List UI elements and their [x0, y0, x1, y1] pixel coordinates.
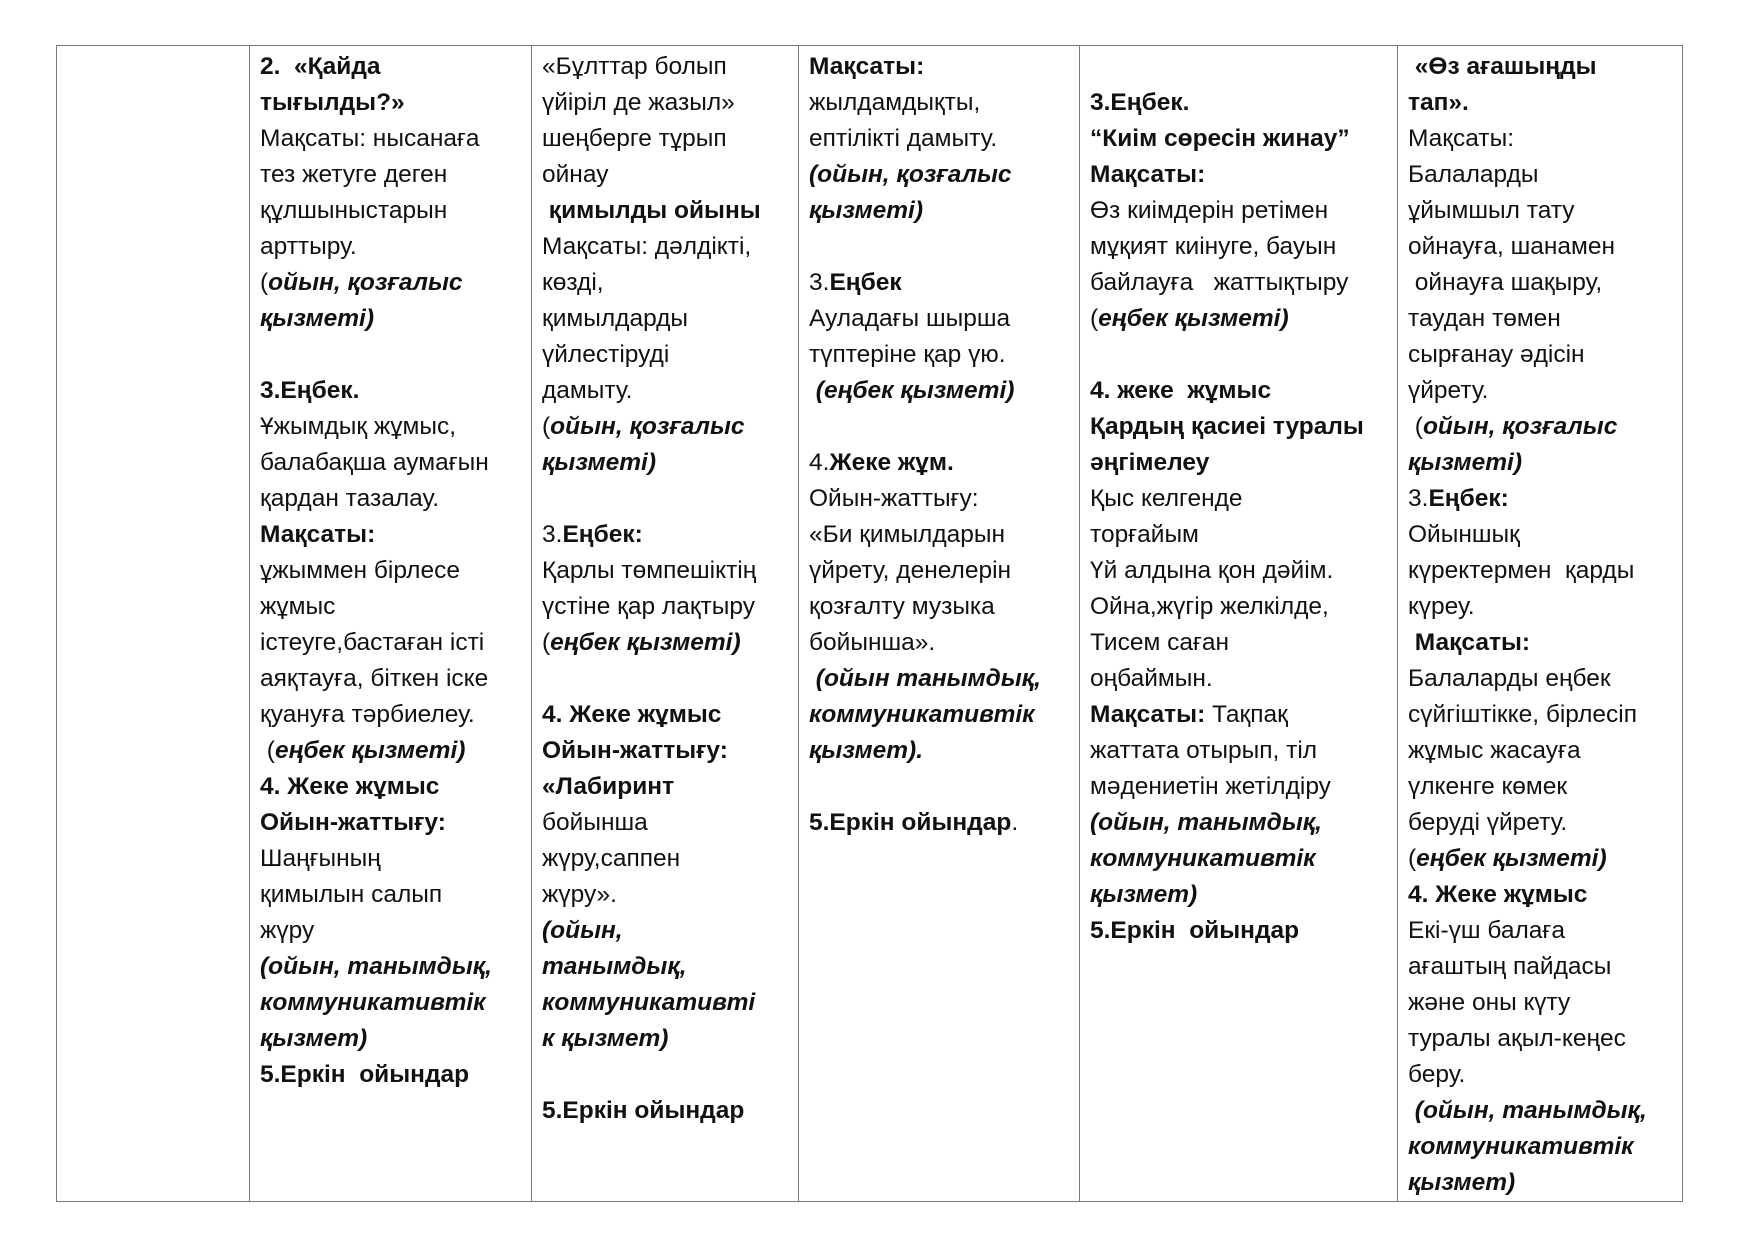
text-line: [809, 373, 1073, 409]
text-line: [260, 553, 525, 589]
text-run: қимылды ойыны: [542, 197, 761, 224]
text-run: қардан тазалау.: [260, 485, 440, 512]
text-run: Тисем саған: [1090, 629, 1230, 656]
text-line: [809, 733, 1073, 769]
text-run: оңбаймын.: [1090, 665, 1213, 692]
text-line: [542, 373, 792, 409]
text-line: [542, 229, 792, 265]
text-line: [542, 337, 792, 373]
text-line: [260, 157, 525, 193]
text-run: әңгімелеу: [1090, 449, 1210, 476]
text-line: [1090, 301, 1391, 337]
text-line: [260, 949, 525, 985]
text-line: [1090, 85, 1391, 121]
text-line: [542, 301, 792, 337]
text-run: Мақсаты: нысанаға: [260, 125, 480, 152]
text-run: коммуникативтік: [1090, 845, 1316, 872]
text-line: [1090, 841, 1391, 877]
text-run: үйрету, денелерін: [809, 557, 1012, 584]
text-run: және оны күту: [1408, 989, 1571, 1016]
text-run: 5.Еркін ойындар: [1090, 917, 1300, 944]
text-line: [1090, 229, 1391, 265]
text-run: қызметі): [542, 449, 657, 476]
text-run: жұмыс жасауға: [1408, 737, 1581, 764]
text-run: (: [260, 737, 275, 764]
text-line: [542, 769, 792, 805]
text-line: [1408, 409, 1676, 445]
text-line: [260, 85, 525, 121]
text-line: [1090, 481, 1391, 517]
text-line: [809, 769, 1073, 805]
text-run: аяқтауға, біткен іске: [260, 665, 489, 692]
text-run: қозғалту музыка: [809, 593, 995, 620]
text-line: [260, 409, 525, 445]
text-run: үйрету.: [1408, 377, 1489, 404]
text-line: [542, 121, 792, 157]
text-run: ойын, қозғалыс: [268, 269, 463, 296]
text-run: (: [1408, 845, 1417, 872]
text-line: [1408, 265, 1676, 301]
text-line: [1408, 337, 1676, 373]
text-line: [809, 229, 1073, 265]
text-run: 3.: [542, 521, 563, 548]
text-line: [809, 517, 1073, 553]
text-line: [542, 625, 792, 661]
text-run: (: [542, 629, 551, 656]
text-line: [260, 733, 525, 769]
text-run: «Лабиринт: [542, 773, 675, 800]
text-run: ағаштың пайдасы: [1408, 953, 1612, 980]
text-run: жаттата отырып, тіл: [1090, 737, 1318, 764]
text-line: [542, 985, 792, 1021]
text-run: (: [542, 413, 551, 440]
text-line: [260, 193, 525, 229]
text-line: [1408, 1093, 1676, 1129]
text-run: Ұжымдық жұмыс,: [260, 413, 457, 440]
text-run: үйіріл де жазыл»: [542, 89, 735, 116]
text-run: қызмет): [1408, 1169, 1516, 1196]
text-run: еңбек қызметі): [1098, 305, 1289, 332]
text-line: [542, 85, 792, 121]
text-line: [542, 49, 792, 85]
text-run: дамыту.: [542, 377, 633, 404]
text-run: Үй алдына қон дәйім.: [1090, 557, 1334, 584]
text-run: беру.: [1408, 1061, 1466, 1088]
text-run: еңбек қызметі): [274, 737, 466, 764]
text-line: [260, 1057, 525, 1093]
text-line: [1090, 661, 1391, 697]
text-line: [1090, 445, 1391, 481]
document-page: [56, 45, 1682, 1199]
text-run: Шаңғының: [260, 845, 381, 872]
text-line: [1408, 949, 1676, 985]
text-run: Ауладағы шырша: [809, 305, 1011, 332]
text-run: Мақсаты: дәлдікті,: [542, 233, 752, 260]
text-run: (ойын, танымдық,: [1090, 809, 1322, 836]
text-line: [260, 1021, 525, 1057]
text-line: [809, 49, 1073, 85]
text-line: [809, 553, 1073, 589]
text-line: [1090, 589, 1391, 625]
text-run: үстіне қар лақтыру: [542, 593, 755, 620]
text-run: Қарлы төмпешіктің: [542, 557, 757, 584]
text-line: [1090, 193, 1391, 229]
text-run: тап».: [1408, 89, 1469, 116]
text-run: к қызмет): [542, 1025, 669, 1052]
text-line: [809, 121, 1073, 157]
text-line: [809, 481, 1073, 517]
text-line: [542, 517, 792, 553]
text-run: беруді үйрету.: [1408, 809, 1568, 836]
text-line: [1408, 841, 1676, 877]
text-line: [1408, 229, 1676, 265]
text-run: 4. Жеке жұмыс: [260, 773, 440, 800]
schedule-table: [56, 45, 1683, 1202]
text-line: [260, 337, 525, 373]
text-run: 4. Жеке жұмыс: [542, 701, 722, 728]
text-line: [260, 301, 525, 337]
text-line: [809, 409, 1073, 445]
text-line: [1408, 157, 1676, 193]
text-line: [542, 733, 792, 769]
text-line: [809, 337, 1073, 373]
text-run: таудан төмен: [1408, 305, 1561, 332]
text-line: [1090, 553, 1391, 589]
text-line: [542, 553, 792, 589]
text-line: [542, 409, 792, 445]
text-run: мәдениетін жетілдіру: [1090, 773, 1331, 800]
text-run: (: [260, 269, 269, 296]
text-run: .: [1011, 809, 1019, 836]
text-run: ұйымшыл тату: [1408, 197, 1575, 224]
text-line: [260, 805, 525, 841]
text-run: жүру: [260, 917, 315, 944]
text-line: [1408, 769, 1676, 805]
text-line: [809, 193, 1073, 229]
text-line: [1090, 769, 1391, 805]
text-run: ойнауға шақыру,: [1408, 269, 1603, 296]
table-cell-activity-5: [1080, 46, 1398, 1202]
text-run: (ойын, танымдық,: [1408, 1097, 1647, 1124]
text-run: 5.Еркін ойындар: [542, 1097, 745, 1124]
text-run: қызмет): [260, 1025, 368, 1052]
text-line: [1090, 913, 1391, 949]
text-run: сүйгіштікке, бірлесіп: [1408, 701, 1637, 728]
text-line: [1090, 373, 1391, 409]
text-line: [809, 85, 1073, 121]
text-line: [809, 805, 1073, 841]
text-run: коммуникативті: [542, 989, 756, 1016]
text-line: [809, 157, 1073, 193]
text-run: қимылдарды: [542, 305, 689, 332]
text-line: [1408, 193, 1676, 229]
text-run: қызметі): [1408, 449, 1523, 476]
text-line: [809, 265, 1073, 301]
text-line: [1408, 805, 1676, 841]
text-line: [260, 517, 525, 553]
text-line: [1408, 625, 1676, 661]
text-line: [1090, 49, 1391, 85]
text-run: (ойын, танымдық,: [260, 953, 492, 980]
text-run: қимылын салып: [260, 881, 443, 908]
text-run: еңбек қызметі): [1416, 845, 1607, 872]
text-run: үлкенге көмек: [1408, 773, 1568, 800]
text-run: (ойын,: [542, 917, 623, 944]
text-run: танымдық,: [542, 953, 687, 980]
text-run: 4. жеке жұмыс: [1090, 377, 1272, 404]
text-line: [1090, 157, 1391, 193]
text-run: Мақсаты:: [1408, 629, 1531, 656]
text-run: Мақсаты:: [260, 521, 376, 548]
text-line: [1090, 409, 1391, 445]
text-line: [809, 661, 1073, 697]
text-run: Тақпақ: [1205, 701, 1288, 728]
text-run: Мақсаты:: [1408, 125, 1515, 152]
text-run: (еңбек қызметі): [809, 377, 1015, 404]
text-line: [542, 589, 792, 625]
text-line: [809, 445, 1073, 481]
text-line: [542, 193, 792, 229]
text-run: қуануға тәрбиелеу.: [260, 701, 475, 728]
text-run: ойын, қозғалыс: [1422, 413, 1618, 440]
text-line: [1408, 877, 1676, 913]
text-run: бойынша: [542, 809, 648, 836]
text-run: арттыру.: [260, 233, 357, 260]
text-run: құлшыныстарын: [260, 197, 448, 224]
text-run: Балаларды еңбек: [1408, 665, 1611, 692]
text-run: 3.: [1408, 485, 1429, 512]
text-run: үйлестіруді: [542, 341, 670, 368]
text-line: [1408, 697, 1676, 733]
text-line: [1408, 121, 1676, 157]
text-line: [1408, 301, 1676, 337]
text-line: [1408, 445, 1676, 481]
text-run: тығылды?»: [260, 89, 405, 116]
text-run: тез жетуге деген: [260, 161, 448, 188]
text-run: (: [1090, 305, 1099, 332]
text-run: Екі-үш балаға: [1408, 917, 1565, 944]
text-line: [1408, 1021, 1676, 1057]
text-line: [260, 877, 525, 913]
text-line: [1408, 1057, 1676, 1093]
text-run: шеңберге тұрып: [542, 125, 727, 152]
text-run: ойнау: [542, 161, 609, 188]
text-line: [1408, 49, 1676, 85]
text-line: [542, 1021, 792, 1057]
text-line: [1408, 517, 1676, 553]
text-run: коммуникативтік: [1408, 1133, 1634, 1160]
text-run: Еңбек:: [1428, 485, 1509, 512]
text-run: ойын, қозғалыс: [550, 413, 745, 440]
text-line: [1408, 85, 1676, 121]
text-line: [1408, 373, 1676, 409]
text-line: [542, 949, 792, 985]
text-run: 4.: [809, 449, 830, 476]
text-line: [260, 373, 525, 409]
table-cell-activity-3: [532, 46, 799, 1202]
text-run: Еңбек:: [562, 521, 643, 548]
text-line: [809, 301, 1073, 337]
text-run: (: [1408, 413, 1423, 440]
table-cell-activity-4: [799, 46, 1080, 1202]
text-line: [1408, 661, 1676, 697]
text-line: [1090, 877, 1391, 913]
text-line: [542, 445, 792, 481]
text-run: Ойна,жүгір желкілде,: [1090, 593, 1329, 620]
text-run: Ойын-жаттығу:: [809, 485, 979, 512]
text-line: [1408, 1165, 1676, 1201]
text-line: [1408, 553, 1676, 589]
text-run: мұқият киінуге, бауын: [1090, 233, 1337, 260]
text-line: [1090, 265, 1391, 301]
text-run: «Бұлттар болып: [542, 53, 727, 80]
text-run: Ойын-жаттығу:: [542, 737, 728, 764]
table-cell-activity-6: [1398, 46, 1683, 1202]
text-line: [1090, 697, 1391, 733]
text-run: Ойын-жаттығу:: [260, 809, 446, 836]
text-run: Балаларды: [1408, 161, 1539, 188]
text-run: «Өз ағашыңды: [1408, 53, 1597, 80]
text-line: [260, 841, 525, 877]
text-line: [809, 589, 1073, 625]
text-line: [1408, 589, 1676, 625]
text-run: туралы ақыл-кеңес: [1408, 1025, 1626, 1052]
text-run: 2. «Қайда: [260, 53, 381, 80]
text-run: бойынша».: [809, 629, 936, 656]
text-line: [260, 481, 525, 517]
text-run: ептілікті дамыту.: [809, 125, 998, 152]
text-run: “Киім сөресін жинау”: [1090, 125, 1350, 152]
text-run: Қыс келгенде: [1090, 485, 1243, 512]
text-run: Өз киімдерін ретімен: [1090, 197, 1329, 224]
text-run: жүру,саппен: [542, 845, 681, 872]
text-line: [542, 877, 792, 913]
text-line: [1090, 517, 1391, 553]
text-line: [542, 157, 792, 193]
text-line: [260, 265, 525, 301]
text-line: [1090, 337, 1391, 373]
text-run: торғайым: [1090, 521, 1199, 548]
text-run: балабақша аумағын: [260, 449, 489, 476]
text-run: қызмет).: [809, 737, 924, 764]
text-line: [542, 805, 792, 841]
text-run: жұмыс: [260, 593, 336, 620]
text-line: [542, 1093, 792, 1129]
text-run: Қардың қасиеі туралы: [1090, 413, 1364, 440]
text-line: [1408, 1129, 1676, 1165]
text-line: [809, 697, 1073, 733]
text-run: (ойын танымдық,: [809, 665, 1041, 692]
table-cell-empty: [57, 46, 250, 1202]
text-line: [260, 49, 525, 85]
text-run: байлауға жаттықтыру: [1090, 269, 1349, 296]
text-line: [1090, 121, 1391, 157]
text-run: күректермен қарды: [1408, 557, 1635, 584]
text-line: [809, 625, 1073, 661]
text-line: [260, 769, 525, 805]
text-run: «Би қимылдарын: [809, 521, 1006, 548]
table-cell-activity-2: [250, 46, 532, 1202]
text-line: [1408, 985, 1676, 1021]
text-line: [542, 481, 792, 517]
text-run: Мақсаты:: [1090, 701, 1206, 728]
text-run: Мақсаты:: [1090, 161, 1206, 188]
text-line: [260, 661, 525, 697]
text-run: көзді,: [542, 269, 604, 296]
text-run: қызметі): [809, 197, 924, 224]
text-line: [1090, 625, 1391, 661]
table-row: [57, 46, 1683, 1202]
text-line: [542, 1057, 792, 1093]
text-line: [1090, 805, 1391, 841]
text-line: [260, 697, 525, 733]
text-run: Мақсаты:: [809, 53, 925, 80]
text-run: Жеке жұм.: [829, 449, 954, 476]
text-run: күреу.: [1408, 593, 1475, 620]
text-run: ұжыммен бірлесе: [260, 557, 460, 584]
text-run: түптеріне қар үю.: [809, 341, 1006, 368]
text-run: жылдамдықты,: [809, 89, 981, 116]
text-run: коммуникативтік: [260, 989, 486, 1016]
text-line: [542, 841, 792, 877]
text-run: 4. Жеке жұмыс: [1408, 881, 1588, 908]
text-line: [542, 697, 792, 733]
text-run: ойнауға, шанамен: [1408, 233, 1616, 260]
text-line: [260, 445, 525, 481]
text-line: [542, 913, 792, 949]
text-run: қызметі): [260, 305, 375, 332]
text-run: істеуге,бастаған істі: [260, 629, 485, 656]
text-run: сырғанау әдісін: [1408, 341, 1585, 368]
text-line: [1408, 733, 1676, 769]
text-line: [1408, 913, 1676, 949]
text-line: [260, 985, 525, 1021]
text-run: еңбек қызметі): [550, 629, 741, 656]
text-run: Еңбек: [829, 269, 902, 296]
text-run: жүру».: [542, 881, 617, 908]
text-line: [260, 913, 525, 949]
text-run: коммуникативтік: [809, 701, 1035, 728]
text-run: (ойын, қозғалыс: [809, 161, 1012, 188]
text-run: 3.: [809, 269, 830, 296]
text-line: [1408, 481, 1676, 517]
text-line: [542, 265, 792, 301]
text-line: [260, 589, 525, 625]
text-line: [542, 661, 792, 697]
text-run: 5.Еркін ойындар: [260, 1061, 470, 1088]
text-line: [1090, 733, 1391, 769]
text-line: [260, 121, 525, 157]
text-line: [260, 229, 525, 265]
text-run: 3.Еңбек.: [260, 377, 360, 404]
text-run: 5.Еркін ойындар: [809, 809, 1012, 836]
text-run: қызмет): [1090, 881, 1198, 908]
text-line: [260, 625, 525, 661]
text-run: Ойыншық: [1408, 521, 1520, 548]
text-run: 3.Еңбек.: [1090, 89, 1190, 116]
